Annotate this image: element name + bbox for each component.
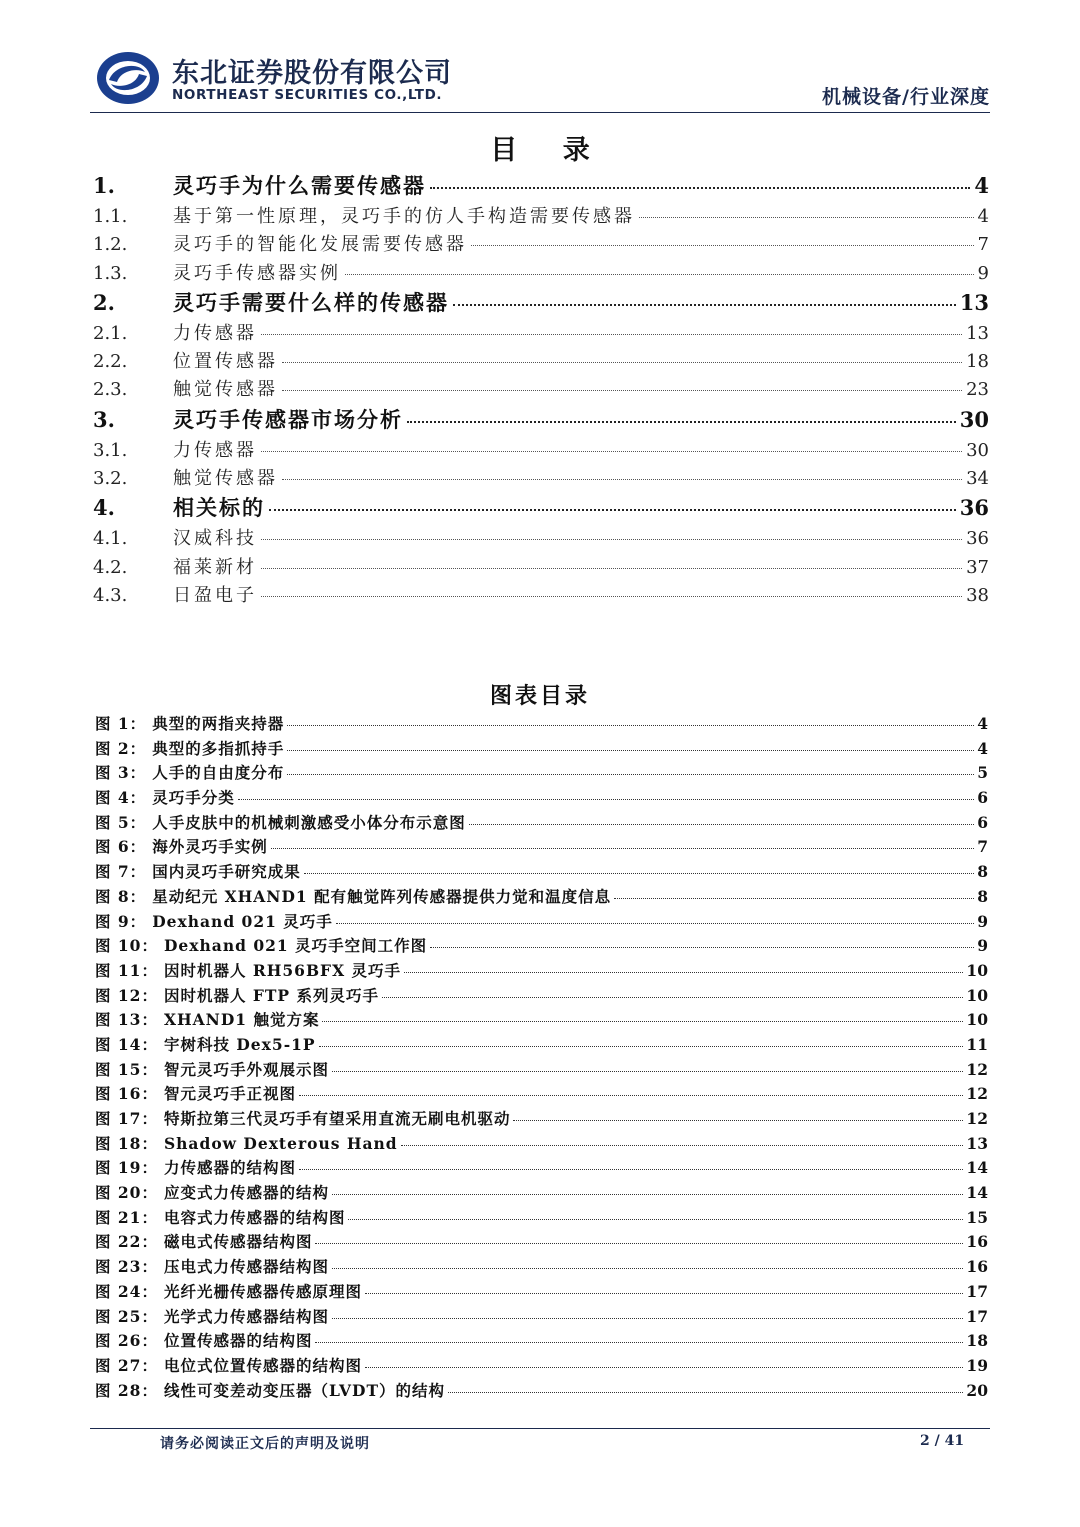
toc-entry-number: 2.3. <box>93 379 128 401</box>
figure-entry-number: 图 4： <box>95 788 147 808</box>
toc-entry-label: 灵巧手为什么需要传感器 <box>173 173 426 198</box>
dot-leader <box>315 1342 963 1343</box>
figure-entry-page: 12 <box>966 1059 988 1079</box>
toc-entry-page: 30 <box>959 406 989 432</box>
toc-entry-label: 汉威科技 <box>173 528 257 550</box>
figure-entry-number: 图 28： <box>95 1380 158 1400</box>
dot-leader <box>348 1219 963 1220</box>
figure-entry-number: 图 23： <box>95 1257 158 1277</box>
dot-leader <box>407 421 956 423</box>
dot-leader <box>345 274 974 275</box>
figure-entry-label: 磁电式传感器结构图 <box>163 1232 313 1252</box>
toc-entry-label: 触觉传感器 <box>173 379 278 401</box>
figure-entry-page: 10 <box>966 960 988 980</box>
toc-entry-label: 灵巧手的智能化发展需要传感器 <box>173 234 467 256</box>
dot-leader <box>287 774 974 775</box>
figure-entry-page: 8 <box>977 862 988 882</box>
report-category: 机械设备/行业深度 <box>822 86 990 108</box>
figure-list-entry[interactable] <box>95 1305 988 1330</box>
figure-entry-number: 图 5： <box>95 812 147 832</box>
figure-entry-number: 图 3： <box>95 763 147 783</box>
figure-entry-number: 图 16： <box>95 1084 158 1104</box>
figure-entry-page: 10 <box>966 1010 988 1030</box>
toc-entry-number: 1.1. <box>93 206 128 227</box>
dot-leader <box>269 509 956 511</box>
dot-leader <box>513 1120 963 1121</box>
dot-leader <box>261 334 962 335</box>
figure-list-entry[interactable] <box>95 1008 988 1033</box>
dot-leader <box>469 824 975 825</box>
figure-list-entry[interactable] <box>95 1230 988 1255</box>
figure-entry-label: 星动纪元 XHAND1 配有触觉阵列传感器提供力觉和温度信息 <box>152 886 612 906</box>
dot-leader <box>287 725 974 726</box>
toc-entry-page: 4 <box>974 173 989 198</box>
toc-entry-number: 4.3. <box>93 584 128 606</box>
figure-entry-page: 4 <box>977 738 988 758</box>
toc-entry-label: 触觉传感器 <box>173 468 278 490</box>
dot-leader <box>365 1293 963 1294</box>
figure-entry-label: 典型的两指夹持器 <box>152 714 285 733</box>
figure-entry-label: 光学式力传感器结构图 <box>163 1306 329 1326</box>
figure-entry-number: 图 18： <box>95 1133 158 1153</box>
figure-entry-label: 人手的自由度分布 <box>152 763 285 783</box>
figure-list-entry[interactable] <box>95 885 988 910</box>
figure-entry-number: 图 12： <box>95 985 158 1005</box>
dot-leader <box>322 1021 963 1022</box>
dot-leader <box>332 1194 963 1195</box>
figure-entry-page: 5 <box>977 763 988 783</box>
toc-entry-page: 13 <box>966 322 989 344</box>
figure-entry-number: 图 13： <box>95 1010 158 1030</box>
figure-entry-label: 光纤光栅传感器传感原理图 <box>163 1281 362 1301</box>
toc-entry-page: 18 <box>966 351 989 373</box>
figure-entry-number: 图 15： <box>95 1059 158 1079</box>
figure-entry-page: 12 <box>966 1084 988 1104</box>
dot-leader <box>315 1243 963 1244</box>
figure-list-entry[interactable] <box>95 811 988 836</box>
dot-leader <box>401 1145 964 1146</box>
figure-entry-label: 特斯拉第三代灵巧手有望采用直流无刷电机驱动 <box>163 1109 511 1128</box>
figure-list-entry[interactable] <box>95 835 988 860</box>
toc-section-entry[interactable] <box>93 287 989 319</box>
toc-subsection-entry[interactable] <box>93 347 989 375</box>
dot-leader <box>238 799 975 800</box>
dot-leader <box>319 1046 964 1047</box>
toc-section-entry[interactable] <box>93 170 989 202</box>
figure-entry-label: 力传感器的结构图 <box>163 1158 296 1178</box>
figure-entry-number: 图 19： <box>95 1158 158 1178</box>
dot-leader <box>336 923 974 924</box>
table-of-contents <box>93 170 989 609</box>
figure-list-entry[interactable] <box>95 1132 988 1157</box>
figure-entry-page: 7 <box>977 837 988 857</box>
figure-entry-page: 17 <box>966 1281 988 1301</box>
figure-entry-number: 图 9： <box>95 911 147 931</box>
toc-entry-label: 力传感器 <box>173 322 257 344</box>
figure-entry-number: 图 14： <box>95 1034 158 1054</box>
toc-entry-label: 灵巧手传感器实例 <box>173 262 341 284</box>
figure-entry-page: 19 <box>966 1355 988 1375</box>
figure-entry-label: 智元灵巧手外观展示图 <box>163 1059 329 1079</box>
figure-list-entry[interactable] <box>95 712 988 737</box>
toc-entry-number: 3. <box>93 406 115 432</box>
figure-list-entry[interactable] <box>95 910 988 935</box>
figure-entry-page: 16 <box>966 1257 988 1277</box>
figure-list-title: 图表目录 <box>489 683 590 709</box>
toc-subsection-entry[interactable] <box>93 259 989 287</box>
figure-entry-page: 4 <box>977 714 988 733</box>
dot-leader <box>282 390 962 391</box>
toc-entry-page: 23 <box>966 379 989 401</box>
dot-leader <box>471 245 974 246</box>
figure-entry-label: Shadow Dexterous Hand <box>163 1133 398 1153</box>
toc-entry-number: 4.2. <box>93 556 128 578</box>
figure-entry-label: Dexhand 021 灵巧手空间工作图 <box>163 936 428 956</box>
figure-entry-page: 16 <box>966 1232 988 1252</box>
figure-list-entry[interactable] <box>95 761 988 786</box>
toc-entry-label: 相关标的 <box>173 495 265 521</box>
dot-leader <box>287 750 974 751</box>
toc-entry-page: 36 <box>966 528 989 550</box>
toc-entry-page: 38 <box>966 584 989 606</box>
figure-entry-label: XHAND1 触觉方案 <box>163 1010 320 1030</box>
toc-subsection-entry[interactable] <box>93 230 989 258</box>
figure-list-entry[interactable] <box>95 959 988 984</box>
toc-subsection-entry[interactable] <box>93 553 989 581</box>
figure-entry-label: 人手皮肤中的机械刺激感受小体分布示意图 <box>152 812 466 832</box>
toc-entry-page: 9 <box>977 262 989 284</box>
figure-list-entry[interactable] <box>95 1033 988 1058</box>
figure-entry-page: 17 <box>966 1306 988 1326</box>
dot-leader <box>261 596 962 597</box>
figure-list-entry[interactable] <box>95 1379 988 1404</box>
figure-list-entry[interactable] <box>95 934 988 959</box>
figure-entry-page: 14 <box>966 1183 988 1203</box>
figure-entry-number: 图 21： <box>95 1207 158 1227</box>
dot-leader <box>639 217 974 218</box>
dot-leader <box>304 873 975 874</box>
footer-divider <box>90 1428 990 1429</box>
toc-entry-label: 灵巧手需要什么样的传感器 <box>173 289 449 315</box>
dot-leader <box>332 1318 963 1319</box>
toc-entry-label: 福莱新材 <box>173 556 257 578</box>
toc-entry-number: 2. <box>93 289 115 315</box>
figure-entry-label: 应变式力传感器的结构 <box>163 1183 329 1203</box>
dot-leader <box>430 947 974 948</box>
figure-list-entry[interactable] <box>95 1181 988 1206</box>
toc-entry-page: 13 <box>959 289 989 315</box>
toc-entry-label: 灵巧手传感器市场分析 <box>173 406 403 432</box>
figure-entry-label: 因时机器人 FTP 系列灵巧手 <box>163 985 379 1005</box>
dot-leader <box>430 187 970 189</box>
dot-leader <box>271 848 975 849</box>
toc-entry-number: 3.1. <box>93 439 128 461</box>
figure-list-entry[interactable] <box>95 1156 988 1181</box>
figure-entry-number: 图 6： <box>95 837 147 857</box>
figure-list <box>95 712 988 1403</box>
figure-entry-page: 18 <box>966 1331 988 1351</box>
figure-entry-label: 因时机器人 RH56BFX 灵巧手 <box>163 960 401 980</box>
dot-leader <box>261 451 962 452</box>
figure-entry-number: 图 10： <box>95 936 158 956</box>
dot-leader <box>453 304 956 306</box>
toc-entry-number: 4.1. <box>93 528 128 550</box>
figure-list-entry[interactable] <box>95 786 988 811</box>
dot-leader <box>614 898 974 899</box>
figure-entry-number: 图 24： <box>95 1281 158 1301</box>
figure-list-entry[interactable] <box>95 1255 988 1280</box>
figure-entry-label: 典型的多指抓持手 <box>152 738 285 758</box>
dot-leader <box>448 1392 963 1393</box>
toc-subsection-entry[interactable] <box>93 436 989 464</box>
figure-entry-page: 6 <box>977 788 988 808</box>
figure-entry-label: 电位式位置传感器的结构图 <box>163 1355 362 1375</box>
dot-leader <box>282 479 962 480</box>
company-name-cn: 东北证券股份有限公司 <box>172 58 452 89</box>
toc-entry-number: 1.2. <box>93 234 128 256</box>
toc-entry-page: 37 <box>966 556 989 578</box>
toc-entry-number: 2.2. <box>93 351 128 373</box>
figure-entry-label: Dexhand 021 灵巧手 <box>152 911 333 931</box>
dot-leader <box>332 1268 963 1269</box>
toc-subsection-entry[interactable] <box>93 319 989 347</box>
toc-entry-label: 力传感器 <box>173 439 257 461</box>
figure-entry-page: 20 <box>966 1380 988 1400</box>
dot-leader <box>261 539 962 540</box>
header-divider <box>90 112 990 113</box>
toc-subsection-entry[interactable] <box>93 202 989 230</box>
dot-leader <box>299 1095 963 1096</box>
toc-section-entry[interactable] <box>93 404 989 436</box>
dot-leader <box>404 972 963 973</box>
company-name-en: NORTHEAST SECURITIES CO.,LTD. <box>172 87 443 103</box>
figure-entry-number: 图 27： <box>95 1355 158 1375</box>
figure-entry-number: 图 2： <box>95 738 147 758</box>
figure-entry-label: 宇树科技 Dex5-1P <box>163 1034 316 1054</box>
toc-section-entry[interactable] <box>93 492 989 524</box>
figure-entry-number: 图 1： <box>95 714 147 733</box>
dot-leader <box>332 1071 963 1072</box>
toc-entry-number: 1. <box>93 173 115 198</box>
company-logo <box>95 50 161 106</box>
toc-entry-label: 基于第一性原理，灵巧手的仿人手构造需要传感器 <box>173 206 635 227</box>
figure-entry-page: 9 <box>977 936 988 956</box>
figure-list-entry[interactable] <box>95 1107 988 1132</box>
figure-list-entry[interactable] <box>95 860 988 885</box>
toc-entry-page: 30 <box>966 439 989 461</box>
figure-entry-number: 图 11： <box>95 960 158 980</box>
toc-title: 目 录 <box>490 135 608 166</box>
dot-leader <box>382 997 963 998</box>
figure-entry-number: 图 17： <box>95 1109 158 1128</box>
figure-entry-page: 10 <box>966 985 988 1005</box>
figure-entry-page: 9 <box>977 911 988 931</box>
dot-leader <box>299 1169 963 1170</box>
figure-entry-label: 智元灵巧手正视图 <box>163 1084 296 1104</box>
figure-entry-number: 图 25： <box>95 1306 158 1326</box>
toc-subsection-entry[interactable] <box>93 581 989 609</box>
figure-list-entry[interactable] <box>95 1082 988 1107</box>
figure-entry-number: 图 8： <box>95 886 147 906</box>
figure-entry-page: 6 <box>977 812 988 832</box>
figure-entry-label: 线性可变差动变压器（LVDT）的结构 <box>163 1380 446 1400</box>
toc-entry-page: 34 <box>966 468 989 490</box>
figure-entry-page: 14 <box>966 1158 988 1178</box>
dot-leader <box>282 362 962 363</box>
toc-subsection-entry[interactable] <box>93 524 989 552</box>
figure-entry-label: 压电式力传感器结构图 <box>163 1257 329 1277</box>
toc-entry-number: 4. <box>93 495 115 521</box>
toc-entry-number: 1.3. <box>93 262 128 284</box>
figure-list-entry[interactable] <box>95 1280 988 1305</box>
toc-entry-number: 3.2. <box>93 468 128 490</box>
toc-entry-page: 4 <box>977 206 989 227</box>
figure-list-entry[interactable] <box>95 737 988 762</box>
toc-entry-page: 36 <box>959 495 989 521</box>
figure-entry-label: 电容式力传感器的结构图 <box>163 1207 346 1227</box>
figure-entry-number: 图 7： <box>95 862 147 882</box>
figure-entry-page: 11 <box>966 1034 988 1054</box>
figure-list-entry[interactable] <box>95 1206 988 1231</box>
figure-list-entry[interactable] <box>95 1058 988 1083</box>
footer-disclaimer: 请务必阅读正文后的声明及说明 <box>160 1436 370 1452</box>
figure-entry-page: 12 <box>966 1109 988 1128</box>
figure-entry-number: 图 20： <box>95 1183 158 1203</box>
figure-entry-page: 8 <box>977 886 988 906</box>
figure-list-entry[interactable] <box>95 1354 988 1379</box>
page-indicator: 2 / 41 <box>920 1433 965 1449</box>
figure-list-entry[interactable] <box>95 1329 988 1354</box>
figure-entry-label: 国内灵巧手研究成果 <box>152 862 301 882</box>
dot-leader <box>365 1367 963 1368</box>
figure-entry-label: 灵巧手分类 <box>152 788 235 808</box>
figure-entry-number: 图 22： <box>95 1232 158 1252</box>
figure-entry-number: 图 26： <box>95 1331 158 1351</box>
toc-entry-label: 日盈电子 <box>173 584 257 606</box>
dot-leader <box>261 568 962 569</box>
page-header <box>90 48 990 112</box>
toc-entry-number: 2.1. <box>93 322 128 344</box>
toc-entry-page: 7 <box>977 234 989 256</box>
figure-entry-label: 位置传感器的结构图 <box>163 1331 313 1351</box>
figure-list-entry[interactable] <box>95 984 988 1009</box>
figure-entry-page: 13 <box>966 1133 988 1153</box>
toc-entry-label: 位置传感器 <box>173 351 278 373</box>
figure-entry-label: 海外灵巧手实例 <box>152 837 268 857</box>
toc-subsection-entry[interactable] <box>93 464 989 492</box>
toc-subsection-entry[interactable] <box>93 375 989 403</box>
figure-entry-page: 15 <box>966 1207 988 1227</box>
